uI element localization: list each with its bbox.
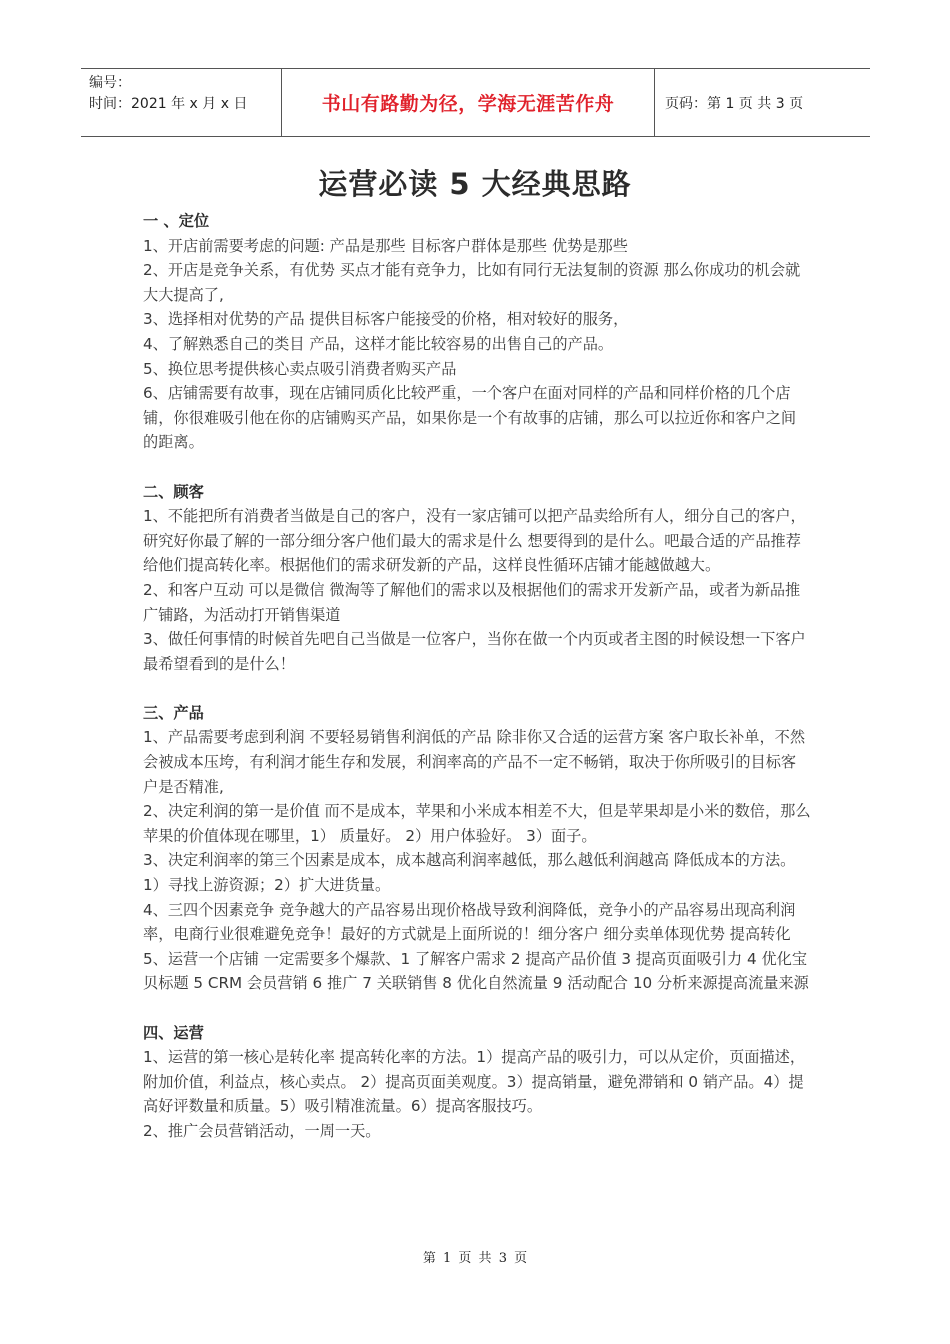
paragraph: 1、运营的第一核心是转化率 提高转化率的方法。1）提高产品的吸引力，可以从定价，页面描述，附加价值，利益点，核心卖点。 2）提高页面美观度。3）提高销量，避免滞销和 0 销产品。4）提高好评数量和质量。5）吸引精准流量。6）提高客服技巧。 [143,1048,806,1116]
page-footer: 第 1 页 共 3 页 [422,1251,528,1266]
section-spacer [143,455,811,480]
paragraph: 3、做任何事情的时候首先吧自己当做是一位客户，当你在做一个内页或者主图的时候设想一下客户最希望看到的是什么！ [143,630,806,673]
header-meta [81,69,282,136]
document-body [143,209,811,1144]
number-label: 编号： [89,75,131,91]
section-heading: 一 、定位 [143,212,210,230]
paragraph: 6、店铺需要有故事，现在店铺同质化比较严重，一个客户在面对同样的产品和同样价格的几个店铺，你很难吸引他在你的店铺购买产品，如果你是一个有故事的店铺，那么可以拉近你和客户之间的距离。 [143,384,797,452]
paragraph: 5、换位思考提供核心卖点吸引消费者购买产品 [143,359,457,378]
document-title: 运营必读 5 大经典思路 [318,167,632,201]
section-positioning [143,209,811,455]
page-header [81,68,870,137]
header-page-info [655,69,870,136]
section-spacer [143,676,811,701]
section-heading: 三、产品 [143,703,204,722]
section-operations [143,1021,811,1144]
paragraph: 2、决定利润的第一是价值 而不是成本，苹果和小米成本相差不大，但是苹果却是小米的数倍，那么苹果的价值体现在哪里，1） 质量好。 2）用户体验好。 3）面子。 [143,802,811,845]
paragraph: 1、开店前需要考虑的问题: 产品是那些 目标客户群体是那些 优势是那些 [143,236,628,255]
section-customers [143,480,811,677]
paragraph: 2、和客户互动 可以是微信 微淘等了解他们的需求以及根据他们的需求开发新产品，或者为新品推广铺路，为活动打开销售渠道 [143,580,801,624]
paragraph: 1、不能把所有消费者当做是自己的客户，没有一家店铺可以把产品卖给所有人，细分自己的客户，研究好你最了解的一部分细分客户他们最大的需求是什么 想要得到的是什么。吧最合适的产品推荐给他们提高转化率。根据他们的需求研发新的产品，这样良性循环店铺才能越做越大。 [143,507,806,575]
paragraph: 3、决定利润率的第三个因素是成本，成本越高利润率越低，那么越低利润越高 降低成本的方法。1）寻找上游资源；2）扩大进货量。 [143,851,796,895]
section-spacer [143,996,811,1021]
time-label: 时间：2021 年 x 月 x 日 [89,96,248,112]
page-info-text: 页码：第 1 页 共 3 页 [665,95,804,112]
paragraph: 1、产品需要考虑到利润 不要轻易销售利润低的产品 除非你又合适的运营方案 客户取长补单，不然会被成本压垮，有利润才能生存和发展，利润率高的产品不一定不畅销，取决于你所吸引的目标客户是否精准, [143,728,806,796]
section-products [143,701,811,996]
paragraph: 4、三四个因素竞争 竞争越大的产品容易出现价格战导致利润降低，竞争小的产品容易出现高利润率，电商行业很难避免竞争！最好的方式就是上面所说的！细分客户 细分卖单体现优势 提高转化 [143,900,796,944]
motto-text: 书山有路勤为径，学海无涯苦作舟 [321,93,615,115]
paragraph: 2、开店是竞争关系，有优势 买点才能有竞争力，比如有同行无法复制的资源 那么你成功的机会就大大提高了, [143,261,801,304]
section-heading: 二、顾客 [143,482,204,501]
paragraph: 5、运营一个店铺 一定需要多个爆款、1 了解客户需求 2 提高产品价值 3 提高页面吸引力 4 优化宝贝标题 5 CRM 会员营销 6 推广 7 关联销售 8 优化自然流量 9 活动配合 10 分析来源提高流量来源 [143,949,809,993]
header-motto [282,69,655,136]
section-heading: 四、运营 [143,1023,204,1042]
paragraph: 3、选择相对优势的产品 提供目标客户能接受的价格，相对较好的服务， [143,310,629,329]
paragraph: 2、推广会员营销活动，一周一天。 [143,1121,381,1140]
paragraph: 4、了解熟悉自己的类目 产品，这样才能比较容易的出售自己的产品。 [143,334,614,353]
